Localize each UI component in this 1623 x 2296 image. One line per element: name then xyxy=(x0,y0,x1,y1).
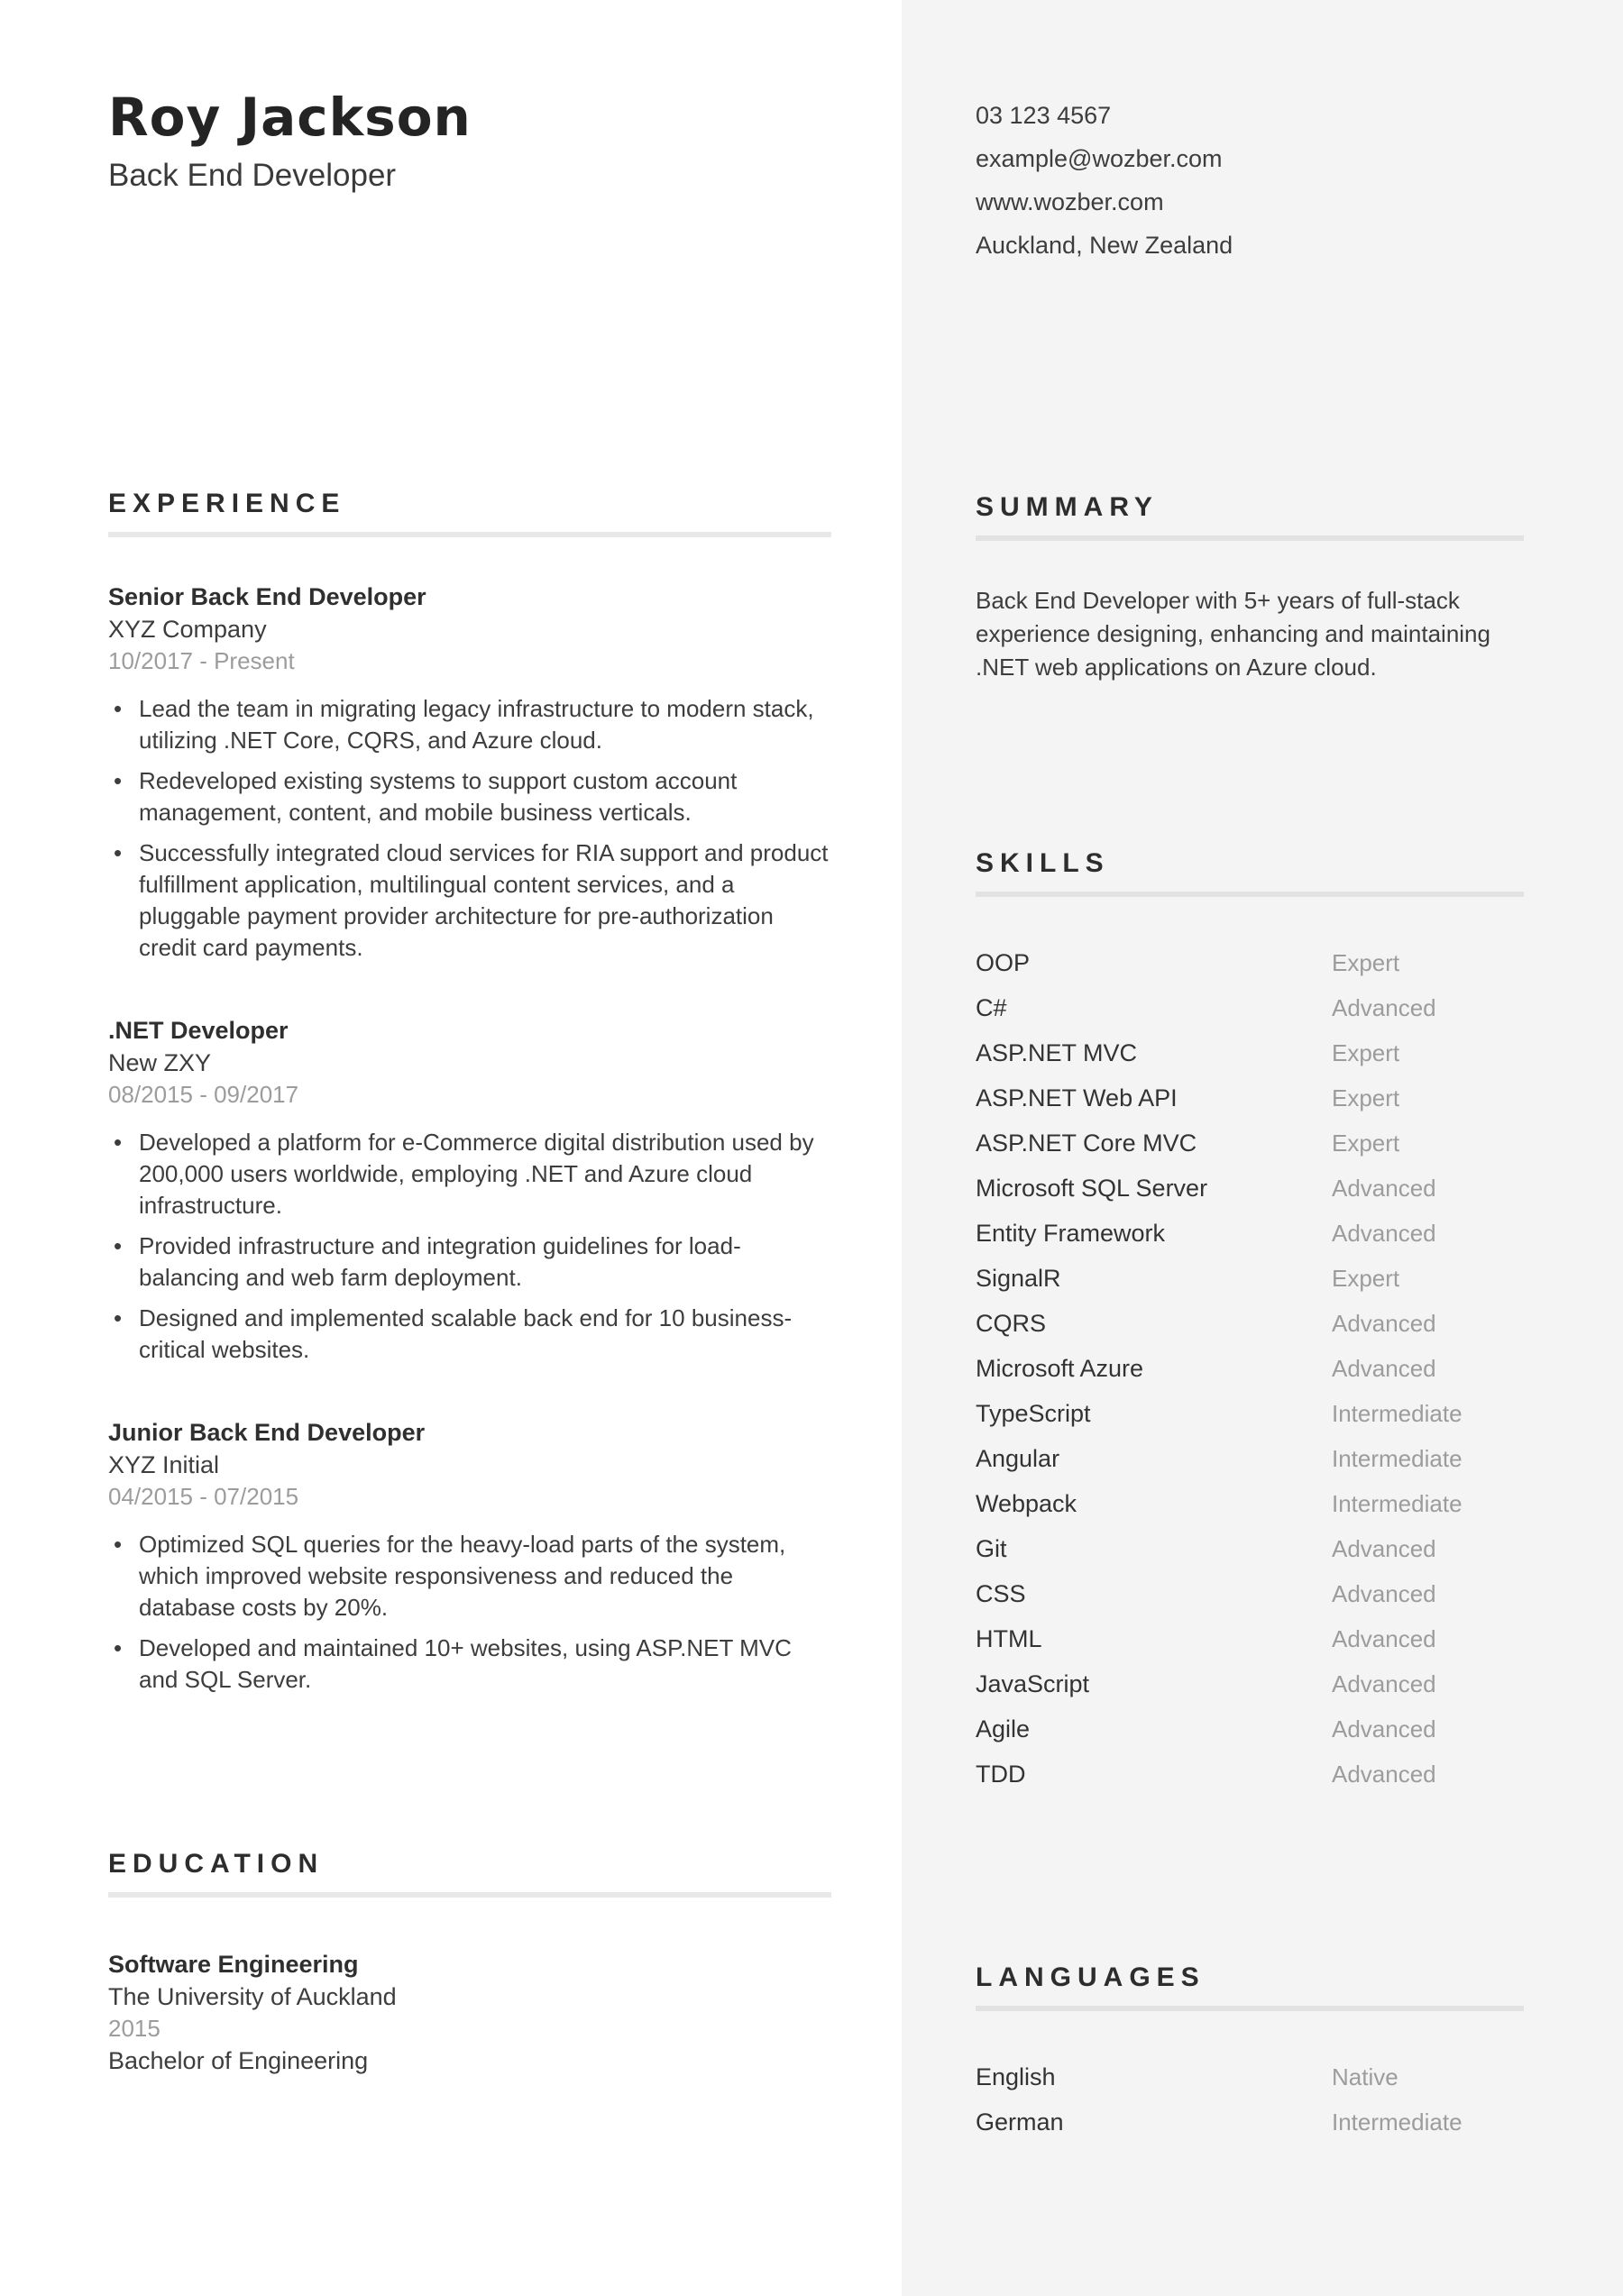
job-bullet: • Optimized SQL queries for the heavy-load parts of the system, which improved website responsiveness and reduced the database costs by 20%. xyxy=(108,1529,831,1624)
skill-name: ASP.NET Web API xyxy=(976,1084,1178,1111)
job-bullet: • Successfully integrated cloud services for RIA support and product fulfillment application, multilingual content services, and a pluggable payment provider architecture for pre-authorization credit card payments. xyxy=(108,837,831,964)
contact-website: www.wozber.com xyxy=(976,188,1164,215)
skill-name: CQRS xyxy=(976,1310,1047,1337)
job-dates: 10/2017 - Present xyxy=(108,647,295,674)
job-bullet: • Redeveloped existing systems to support custom account management, content, and mobile business verticals. xyxy=(108,765,831,828)
skill-row xyxy=(976,940,1524,985)
job-bullet-list xyxy=(108,693,831,964)
skill-level: Expert xyxy=(1332,1084,1400,1111)
job-title: .NET Developer xyxy=(108,1017,289,1044)
education-year: 2015 xyxy=(108,2015,160,2042)
language-level: Native xyxy=(1332,2063,1398,2090)
summary-heading: SUMMARY xyxy=(976,492,1159,522)
job-entry xyxy=(108,1014,831,1366)
experience-heading: EXPERIENCE xyxy=(108,489,346,518)
skill-level: Advanced xyxy=(1332,1580,1436,1607)
skill-row xyxy=(976,1571,1524,1616)
languages-heading: LANGUAGES xyxy=(976,1962,1206,1992)
skill-name: ASP.NET Core MVC xyxy=(976,1130,1197,1157)
skill-name: Angular xyxy=(976,1445,1060,1472)
skill-row xyxy=(976,1346,1524,1391)
language-level: Intermediate xyxy=(1332,2108,1463,2136)
skill-name: HTML xyxy=(976,1625,1042,1652)
contact-email: example@wozber.com xyxy=(976,145,1223,172)
skill-name: Webpack xyxy=(976,1490,1077,1517)
skill-row xyxy=(976,1436,1524,1481)
education-qualification: Bachelor of Engineering xyxy=(108,2047,369,2074)
job-company: XYZ Company xyxy=(108,616,267,643)
education-degree: Software Engineering xyxy=(108,1951,359,1978)
skill-name: TDD xyxy=(976,1761,1026,1788)
job-dates: 08/2015 - 09/2017 xyxy=(108,1081,299,1108)
summary-section xyxy=(976,490,1524,684)
job-dates: 04/2015 - 07/2015 xyxy=(108,1483,299,1510)
education-school: The University of Auckland xyxy=(108,1983,397,2010)
language-row xyxy=(976,2099,1524,2145)
job-bullet: • Provided infrastructure and integration guidelines for load-balancing and web farm deployment. xyxy=(108,1230,831,1294)
skill-row xyxy=(976,1121,1524,1166)
skill-level: Advanced xyxy=(1332,1355,1436,1382)
person-name: Roy Jackson xyxy=(108,87,472,148)
skill-row xyxy=(976,1526,1524,1571)
skill-level: Intermediate xyxy=(1332,1400,1463,1427)
skill-level: Advanced xyxy=(1332,1761,1436,1788)
education-heading: EDUCATION xyxy=(108,1849,325,1879)
skill-name: ASP.NET MVC xyxy=(976,1039,1138,1066)
skill-level: Advanced xyxy=(1332,1220,1436,1247)
job-bullet-list xyxy=(108,1127,831,1366)
skill-name: Entity Framework xyxy=(976,1220,1166,1247)
summary-text: Back End Developer with 5+ years of full-stack experience designing, enhancing and maintaining .NET web applications on Azure cloud. xyxy=(976,587,1490,681)
skill-row xyxy=(976,1661,1524,1706)
skill-level: Advanced xyxy=(1332,1670,1436,1697)
contact-location: Auckland, New Zealand xyxy=(976,232,1233,259)
job-bullet: • Developed and maintained 10+ websites, using ASP.NET MVC and SQL Server. xyxy=(108,1633,831,1696)
job-bullet: • Lead the team in migrating legacy infrastructure to modern stack, utilizing .NET Core, CQRS, and Azure cloud. xyxy=(108,693,831,756)
contact-block xyxy=(976,0,1524,267)
skill-row xyxy=(976,1616,1524,1661)
job-bullet-list xyxy=(108,1529,831,1696)
skills-heading: SKILLS xyxy=(976,848,1110,878)
skills-heading-rule xyxy=(976,892,1524,897)
skill-level: Expert xyxy=(1332,1265,1400,1292)
education-section xyxy=(108,1847,831,2077)
experience-section xyxy=(108,487,831,1696)
skill-row xyxy=(976,1030,1524,1075)
job-entry xyxy=(108,581,831,964)
job-company: XYZ Initial xyxy=(108,1451,220,1478)
skill-level: Expert xyxy=(1332,1130,1400,1157)
skill-name: Agile xyxy=(976,1715,1031,1743)
job-title: Junior Back End Developer xyxy=(108,1419,426,1446)
languages-section xyxy=(976,1961,1524,2145)
language-name: German xyxy=(976,2108,1064,2136)
skill-level: Advanced xyxy=(1332,1175,1436,1202)
skill-level: Advanced xyxy=(1332,1310,1436,1337)
skill-name: C# xyxy=(976,994,1007,1021)
skill-level: Advanced xyxy=(1332,1625,1436,1652)
skill-row xyxy=(976,1211,1524,1256)
job-bullet: • Designed and implemented scalable back end for 10 business-critical websites. xyxy=(108,1303,831,1366)
skill-level: Advanced xyxy=(1332,1535,1436,1562)
skill-name: JavaScript xyxy=(976,1670,1090,1697)
skill-name: Microsoft Azure xyxy=(976,1355,1144,1382)
skill-row xyxy=(976,985,1524,1030)
education-entry xyxy=(108,1948,831,2077)
languages-list xyxy=(976,2054,1524,2145)
skill-level: Expert xyxy=(1332,949,1400,976)
skill-name: CSS xyxy=(976,1580,1026,1607)
skill-row xyxy=(976,1752,1524,1797)
skill-level: Intermediate xyxy=(1332,1490,1463,1517)
skill-row xyxy=(976,1256,1524,1301)
language-row xyxy=(976,2054,1524,2099)
skill-row xyxy=(976,1075,1524,1121)
education-heading-rule xyxy=(108,1892,831,1898)
skills-section xyxy=(976,846,1524,1797)
skill-level: Intermediate xyxy=(1332,1445,1463,1472)
right-column xyxy=(976,0,1524,2145)
job-entry xyxy=(108,1416,831,1696)
skill-row xyxy=(976,1301,1524,1346)
skill-row xyxy=(976,1481,1524,1526)
job-title: Senior Back End Developer xyxy=(108,583,426,610)
job-company: New ZXY xyxy=(108,1049,212,1076)
experience-heading-rule xyxy=(108,532,831,537)
language-name: English xyxy=(976,2063,1056,2090)
person-job-title: Back End Developer xyxy=(108,158,397,193)
languages-heading-rule xyxy=(976,2006,1524,2011)
summary-heading-rule xyxy=(976,535,1524,541)
skill-name: OOP xyxy=(976,949,1031,976)
left-column xyxy=(108,0,831,2077)
skill-level: Advanced xyxy=(1332,1715,1436,1743)
skill-level: Advanced xyxy=(1332,994,1436,1021)
skills-list xyxy=(976,940,1524,1797)
skill-name: TypeScript xyxy=(976,1400,1091,1427)
skill-name: Git xyxy=(976,1535,1007,1562)
contact-phone: 03 123 4567 xyxy=(976,102,1112,129)
skill-row xyxy=(976,1166,1524,1211)
skill-name: Microsoft SQL Server xyxy=(976,1175,1208,1202)
job-bullet: • Developed a platform for e-Commerce digital distribution used by 200,000 users worldwide, employing .NET and Azure cloud infrastructure. xyxy=(108,1127,831,1221)
skill-row xyxy=(976,1391,1524,1436)
skill-row xyxy=(976,1706,1524,1752)
skill-level: Expert xyxy=(1332,1039,1400,1066)
skill-name: SignalR xyxy=(976,1265,1061,1292)
